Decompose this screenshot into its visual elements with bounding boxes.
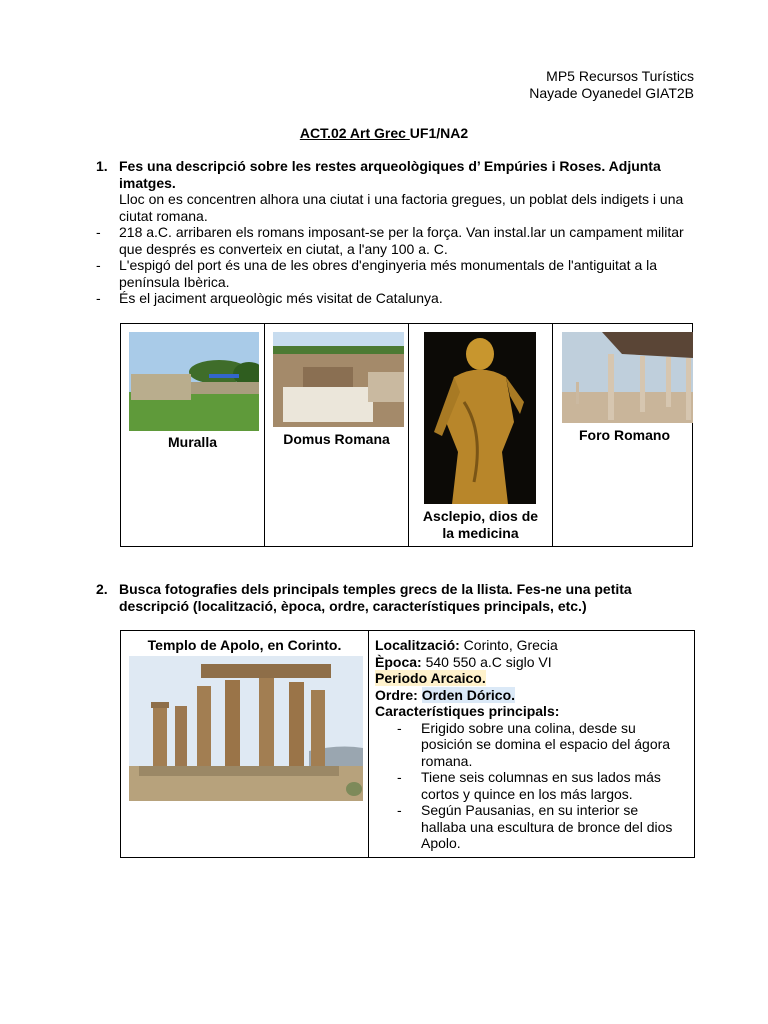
- q1-number: 1.: [96, 158, 108, 174]
- q1-intro-line: ciutat romana.: [119, 207, 208, 224]
- feature-line: Erigido sobre una colina, desde su: [421, 719, 636, 736]
- q1-question: [119, 158, 719, 192]
- feature-line: Según Pausanias, en su interior se: [421, 802, 639, 818]
- asclepio-photo: [424, 332, 536, 504]
- list-item: [375, 769, 693, 802]
- student-name: Nayade Oyanedel GIAT2B: [529, 85, 694, 101]
- bullet-dash: -: [397, 719, 402, 736]
- cell-domus: [265, 324, 409, 547]
- q1-bullet-line: L'espigó del port és una de les obres d'enginyeria més monumentals de l'antiguitat a la: [119, 257, 658, 273]
- caption-muralla: Muralla: [167, 434, 217, 450]
- list-item: [375, 802, 693, 852]
- cell-foro: [553, 324, 693, 547]
- caption-domus: Domus Romana: [283, 431, 390, 447]
- q1-bullet-line: península Ibèrica.: [119, 273, 230, 290]
- title-unit: UF1/NA2: [409, 125, 469, 141]
- q1-question-line: imatges.: [119, 175, 176, 191]
- order-label: Ordre:: [375, 686, 418, 703]
- temple-table: [120, 630, 695, 858]
- title-activity: ACT.02 Art Grec: [299, 125, 410, 141]
- feature-line: cortos y quince en los más largos.: [421, 785, 633, 802]
- q1-bullet-line: que després es converteix en ciutat, a l'any 100 a. C.: [119, 240, 448, 257]
- features-list: [375, 720, 693, 852]
- q2-question: [119, 581, 719, 615]
- bullet-dash: -: [96, 224, 101, 240]
- q1-intro: [119, 191, 709, 224]
- temple-info: [375, 637, 693, 852]
- q1-intro-line: Lloc on es concentren alhora una ciutat i una factoria gregues, un poblat dels indigets i una: [119, 191, 684, 207]
- q2-number: 2.: [96, 581, 108, 597]
- caption-line: la medicina: [442, 524, 519, 541]
- course-name: MP5 Recursos Turístics: [546, 68, 694, 84]
- cell-asclepio: [409, 324, 553, 547]
- domus-photo: [273, 332, 404, 427]
- cell-temple-image: [121, 631, 369, 858]
- period-row: [375, 670, 693, 687]
- caption-asclepio: [409, 508, 552, 541]
- q1-bullet: [119, 224, 709, 257]
- feature-line: hallaba una escultura de bronce del dios: [421, 818, 673, 835]
- feature-line: romana.: [421, 752, 473, 769]
- q1-bullet: [119, 257, 709, 290]
- cell-muralla: [121, 324, 265, 547]
- q1-bullet-line: 218 a.C. arribaren els romans imposant-se per la força. Van instal.lar un campament militar: [119, 224, 684, 240]
- epoch-value: 540 550 a.C siglo VI: [421, 653, 552, 670]
- bullet-dash: -: [96, 290, 101, 306]
- location-value: Corinto, Grecia: [459, 637, 558, 653]
- order-value: Orden Dórico.: [421, 686, 516, 703]
- q2-question-line: descripció (localització, època, ordre, característiques principals, etc.): [119, 598, 587, 614]
- order-row: [375, 687, 693, 704]
- features-label: Característiques principals:: [375, 703, 560, 719]
- image-table: [120, 323, 693, 547]
- location-label: Localització:: [375, 637, 460, 653]
- feature-line: posición se domina el espacio del ágora: [421, 736, 671, 752]
- q2-question-line: Busca fotografies dels principals temples grecs de la llista. Fes-ne una petita: [119, 581, 632, 597]
- bullet-dash: -: [397, 769, 402, 785]
- bullet-dash: -: [96, 257, 101, 273]
- foro-photo: [562, 332, 693, 423]
- temple-photo: [129, 656, 363, 801]
- cell-temple-info: [369, 631, 695, 858]
- epoch-label: Època:: [375, 653, 422, 670]
- list-item: [375, 720, 693, 770]
- muralla-photo: [129, 332, 259, 431]
- q1-question-line: Fes una descripció sobre les restes arqueològiques d’ Empúries i Roses. Adjunta: [119, 158, 661, 174]
- bullet-dash: -: [397, 802, 402, 818]
- q1-bullet-line: És el jaciment arqueològic més visitat de Catalunya.: [119, 290, 443, 306]
- q1-bullet: [119, 290, 709, 307]
- caption-line: Asclepio, dios de: [422, 508, 539, 524]
- caption-foro: Foro Romano: [579, 427, 670, 443]
- temple-title: Templo de Apolo, en Corinto.: [147, 637, 342, 653]
- period-value: Periodo Arcaico.: [375, 670, 486, 686]
- epoch-row: [375, 654, 693, 671]
- feature-line: Tiene seis columnas en sus lados más: [421, 769, 661, 785]
- document-header: [529, 68, 694, 102]
- location-row: [375, 637, 693, 654]
- page-title: [0, 125, 768, 141]
- feature-line: Apolo.: [421, 835, 461, 851]
